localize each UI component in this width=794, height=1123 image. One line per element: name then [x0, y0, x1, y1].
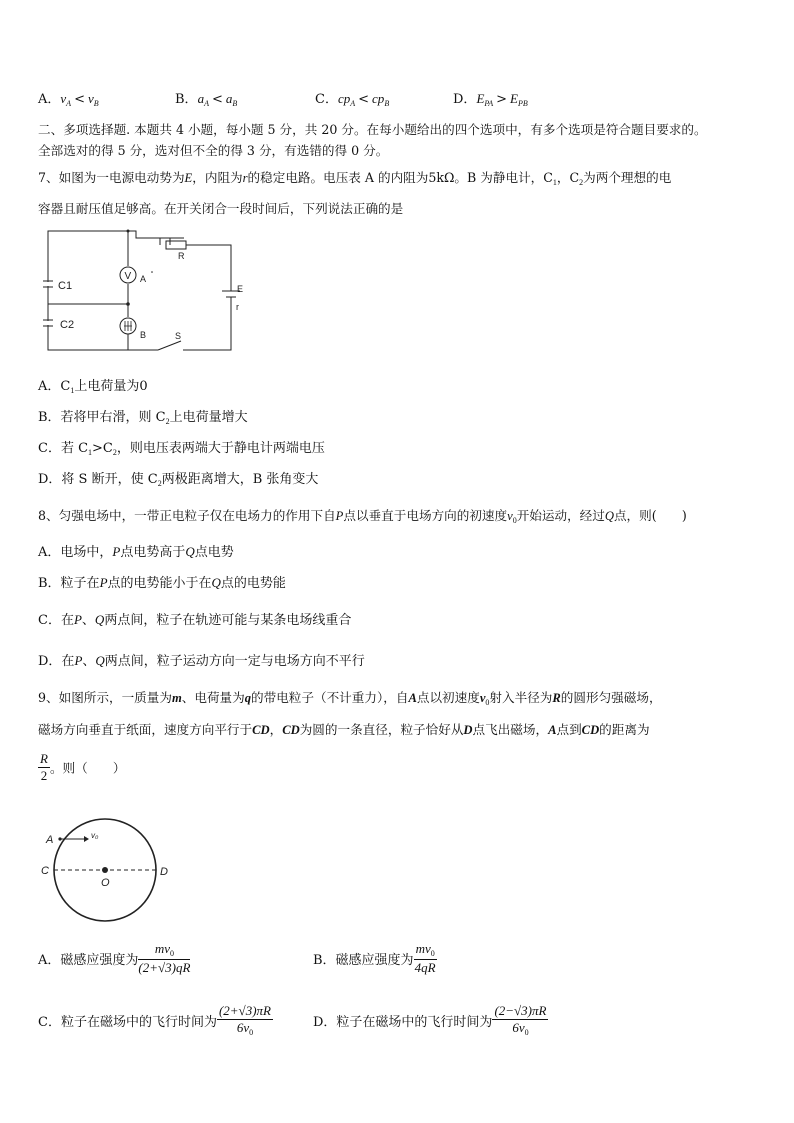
label-d: D	[160, 866, 168, 878]
q6-option-a[interactable]: A．$v_A < v_B$	[38, 91, 99, 108]
q8-option-d[interactable]: D．在P、Q两点间，粒子运动方向一定与电场方向不平行	[38, 653, 365, 669]
label-r-internal: r	[236, 302, 239, 312]
q7-stem-line2: 容器且耐压值足够高。在开关闭合一段时间后，下列说法正确的是	[38, 201, 404, 216]
label-b: B	[140, 330, 147, 340]
q6-option-b[interactable]: B．$a_A < a_B$	[175, 91, 238, 108]
q8-option-c[interactable]: C．在P、Q两点间，粒子在轨迹可能与某条电场线重合	[38, 612, 352, 628]
q8-option-b[interactable]: B．粒子在P点的电势能小于在Q点的电势能	[38, 575, 286, 591]
resistor-r	[166, 241, 186, 249]
q9-stem-line2: 磁场方向垂直于纸面，速度方向平行于CD，CD为圆的一条直径，粒子恰好从D点飞出磁场，A点到CD的距离为	[38, 722, 650, 737]
label-c1: C1	[58, 280, 73, 292]
label-o: O	[101, 877, 110, 889]
q7-circuit-diagram	[38, 224, 248, 359]
q9-magnetic-field-diagram	[34, 815, 184, 930]
label-c2: C2	[60, 319, 75, 331]
q9-option-a[interactable]: A．磁感应强度为 $\frac{mv_0}{(2+√3)qR}$	[38, 941, 191, 976]
fraction-r-over-2: $\frac{R}{2}$	[40, 751, 48, 783]
q6-option-c[interactable]: C．$cp_A < cp_B$	[315, 91, 390, 108]
q9-stem-line3: $\frac{R}{2}$ 。则（ ）	[40, 751, 126, 783]
label-v0: v₀	[91, 831, 99, 840]
q7-stem-line1: 7、如图为一电源电动势为E，内阻为r的稳定电路。电压表 A 的内阻为5kΩ。B 为静电计，$C_1$，$C_2$为两个理想的电	[38, 170, 672, 187]
q8-stem: 8、匀强电场中，一带正电粒子仅在电场力的作用下自P点以垂直于电场方向的初速度$v_0$开始运动，经过Q点，则( )	[38, 508, 687, 525]
q6-option-d[interactable]: D．$E_{PA} > E_{PB}$	[453, 91, 528, 108]
q9-option-d[interactable]: D．粒子在磁场中的飞行时间为 $\frac{(2-√3)\pi R}{6v_0}$	[313, 1003, 547, 1037]
voltmeter-symbol: V	[124, 271, 132, 282]
wire-right-bottom	[188, 297, 231, 350]
label-e: E	[237, 284, 244, 294]
q7-option-a[interactable]: A．$C_1$上电荷量为0	[38, 379, 148, 395]
section2-line2: 全部选对的得 5 分，选对但不全的得 3 分，有选错的得 0 分。	[38, 143, 389, 158]
label-r: R	[178, 251, 185, 261]
center-o	[102, 867, 108, 873]
q9-option-b[interactable]: B．磁感应强度为 $\frac{mv_0}{4qR}$	[313, 941, 436, 976]
q9-option-c[interactable]: C．粒子在磁场中的飞行时间为 $\frac{(2+√3)\pi R}{6v_0}$	[38, 1003, 271, 1037]
label-s: S	[175, 331, 182, 341]
wire-top	[128, 231, 184, 245]
q7-option-b[interactable]: B．若将甲右滑，则 $C_2$上电荷量增大	[38, 410, 248, 426]
q7-option-d[interactable]: D．将 S 断开，使 $C_2$两极距离增大，B 张角变大	[38, 472, 319, 488]
section2-line1: 二、多项选择题. 本题共 4 小题，每小题 5 分，共 20 分。在每小题给出的四个选项中，有多个选项是符合题目要求的。	[38, 122, 707, 137]
q8-option-a[interactable]: A．电场中，P点电势高于Q点电势	[38, 544, 234, 560]
label-c: C	[41, 865, 49, 877]
switch-s	[128, 341, 188, 350]
q9-stem-line1: 9、如图所示，一质量为m、电荷量为q的带电粒子（不计重力），自A点以初速度$v_0$射入半径为R的圆形匀强磁场，	[38, 690, 662, 707]
label-a: A	[46, 834, 54, 846]
q7-option-c[interactable]: C．若 $C_1>C_2$，则电压表两端大于静电计两端电压	[38, 441, 325, 457]
wire-right-top	[186, 245, 231, 291]
label-a: A	[140, 274, 147, 284]
